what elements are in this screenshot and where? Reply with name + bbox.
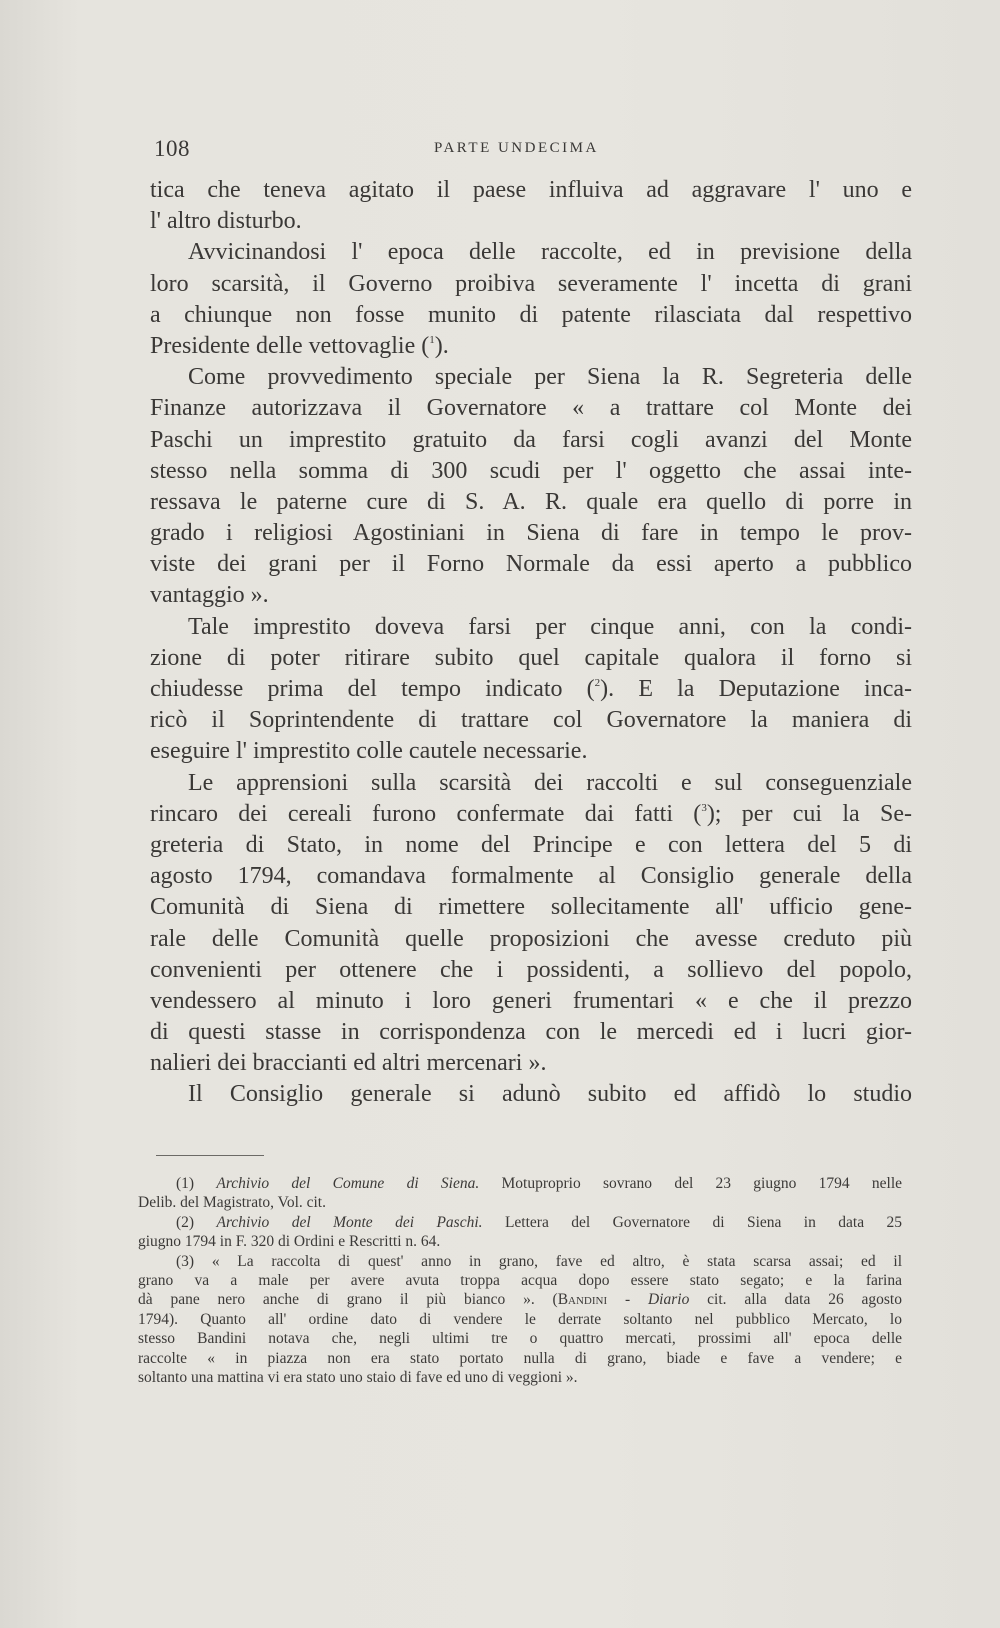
footnotes [138,1174,902,1387]
footnote-text: « La raccolta di quest' anno in grano, fave ed altro, è stata scarsa assai; ed il [211,1252,902,1270]
line-text: rincaro dei cereali furono confermate dai fatti ( [150,800,702,827]
footnote-ref: 3 [701,801,707,814]
page-number: 108 [154,136,190,161]
footnote-line [138,1252,902,1271]
text-line: rale delle Comunità quelle proposizioni che avesse creduto più [150,925,912,952]
text-line: convenienti per ottenere che i possidenti, a sollievo del popolo, [150,956,912,983]
footnote-author: Bandini [557,1291,608,1309]
footnote-line: grano va a male per avere avuta troppa acqua dopo essere stato segato; e la farina [138,1271,902,1289]
footnote-marker: (1) [176,1175,195,1192]
footnote-marker: (2) [176,1213,195,1231]
footnote-work: Diario [647,1291,690,1309]
text-line [150,799,912,830]
line-text: ). E la Deputazione inca- [600,676,912,702]
footnote-line [138,1290,902,1309]
page-header [154,136,914,168]
line-text: ); per cui la Se- [706,800,913,827]
text-line: Finanze autorizzava il Governatore « a trattare col Monte dei [150,395,912,422]
body-text [150,175,912,1111]
text-line: grado i religiosi Agostiniani in Siena di fare in tempo le prov- [150,520,912,547]
line-text: chiudesse prima del tempo indicato ( [150,676,595,702]
footnote-line: Delib. del Magistrato, Vol. cit. [138,1194,326,1212]
footnote-line: 1794). Quanto all' ordine dato di vendere le derrate soltanto nel pubblico Mercato, lo [138,1310,902,1328]
footnote-line: soltanto una mattina vi era stato uno staio di fave ed uno di veggioni ». [138,1368,578,1386]
running-head: PARTE UNDECIMA [434,140,599,156]
footnote-source: Archivio del Monte dei Paschi. [216,1213,483,1231]
footnote-sep: - [607,1291,648,1309]
text-line: ricò il Soprintendente di trattare col Governatore la maniera di [150,707,912,734]
footnote-text: cit. alla data 26 agosto [689,1291,902,1309]
footnote-line: stesso Bandini notava che, negli ultimi tre o quattro mercati, prossimi all' epoca delle [138,1330,902,1348]
text-line [150,674,912,705]
text-line: l' altro disturbo. [150,208,302,235]
footnote-text: Lettera del Governatore di Siena in data 25 [504,1213,903,1231]
text-line: a chiunque non fosse munito di patente rilasciata dal respettivo [150,301,912,328]
footnote-text: dà pane nero anche di grano il più bianco ». ( [138,1291,558,1309]
text-line: loro scarsità, il Governo proibiva severamente l' incetta di grani [150,270,912,297]
text-line: Il Consiglio generale si adunò subito ed affidò lo studio [188,1081,912,1108]
text-line: zione di poter ritirare subito quel capitale qualora il forno si [150,644,912,671]
text-line: Le apprensioni sulla scarsità dei raccolti e sul conseguenziale [188,769,912,796]
footnote-line [138,1213,902,1232]
footnote-divider [156,1155,264,1156]
text-line: greteria di Stato, in nome del Principe e con lettera del 5 di [150,831,912,858]
text-line: Avvicinandosi l' epoca delle raccolte, ed in previsione della [188,239,912,266]
text-line [150,331,912,362]
footnote-text: Motuproprio sovrano del 23 giugno 1794 nelle [501,1175,903,1192]
text-line: Come provvedimento speciale per Siena la R. Segreteria delle [188,364,912,391]
footnote-line: raccolte « in piazza non era stato portato nulla di grano, biade e fave a vendere; e [138,1349,902,1367]
text-line: Paschi un imprestito gratuito da farsi cogli avanzi del Monte [150,426,912,453]
footnote-ref: 2 [594,677,601,689]
text-line: ressava le paterne cure di S. A. R. quale era quello di porre in [150,488,912,515]
text-line: tica che teneva agitato il paese influiva ad aggravare l' uno e [150,177,912,203]
text-line: eseguire l' imprestito colle cautele necessarie. [150,738,588,765]
text-line: Comunità di Siena di rimettere sollecitamente all' ufficio gene- [150,894,912,921]
text-line: agosto 1794, comandava formalmente al Consiglio generale della [150,863,912,890]
footnote-ref: 1 [429,333,435,346]
footnote-source: Archivio del Comune di Siena. [216,1175,480,1192]
text-line: vendessero al minuto i loro generi frumentari « e che il prezzo [150,987,912,1014]
footnote-line: giugno 1794 in F. 320 di Ordini e Rescritti n. 64. [138,1233,441,1251]
line-text: Presidente delle vettovaglie ( [150,332,430,359]
text-line: Tale imprestito doveva farsi per cinque anni, con la condi- [188,613,912,640]
footnote-line [138,1174,902,1193]
text-line: viste dei grani per il Forno Normale da essi aperto a pubblico [150,551,912,578]
ref-close: ). [434,332,449,359]
text-line: nalieri dei braccianti ed altri mercenari ». [150,1050,547,1077]
text-line: di questi stasse in corrispondenza con le mercedi ed i lucri gior- [150,1019,912,1046]
text-line: stesso nella somma di 300 scudi per l' oggetto che assai inte- [150,457,912,484]
footnote-marker: (3) [176,1252,195,1270]
text-line: vantaggio ». [150,582,269,609]
